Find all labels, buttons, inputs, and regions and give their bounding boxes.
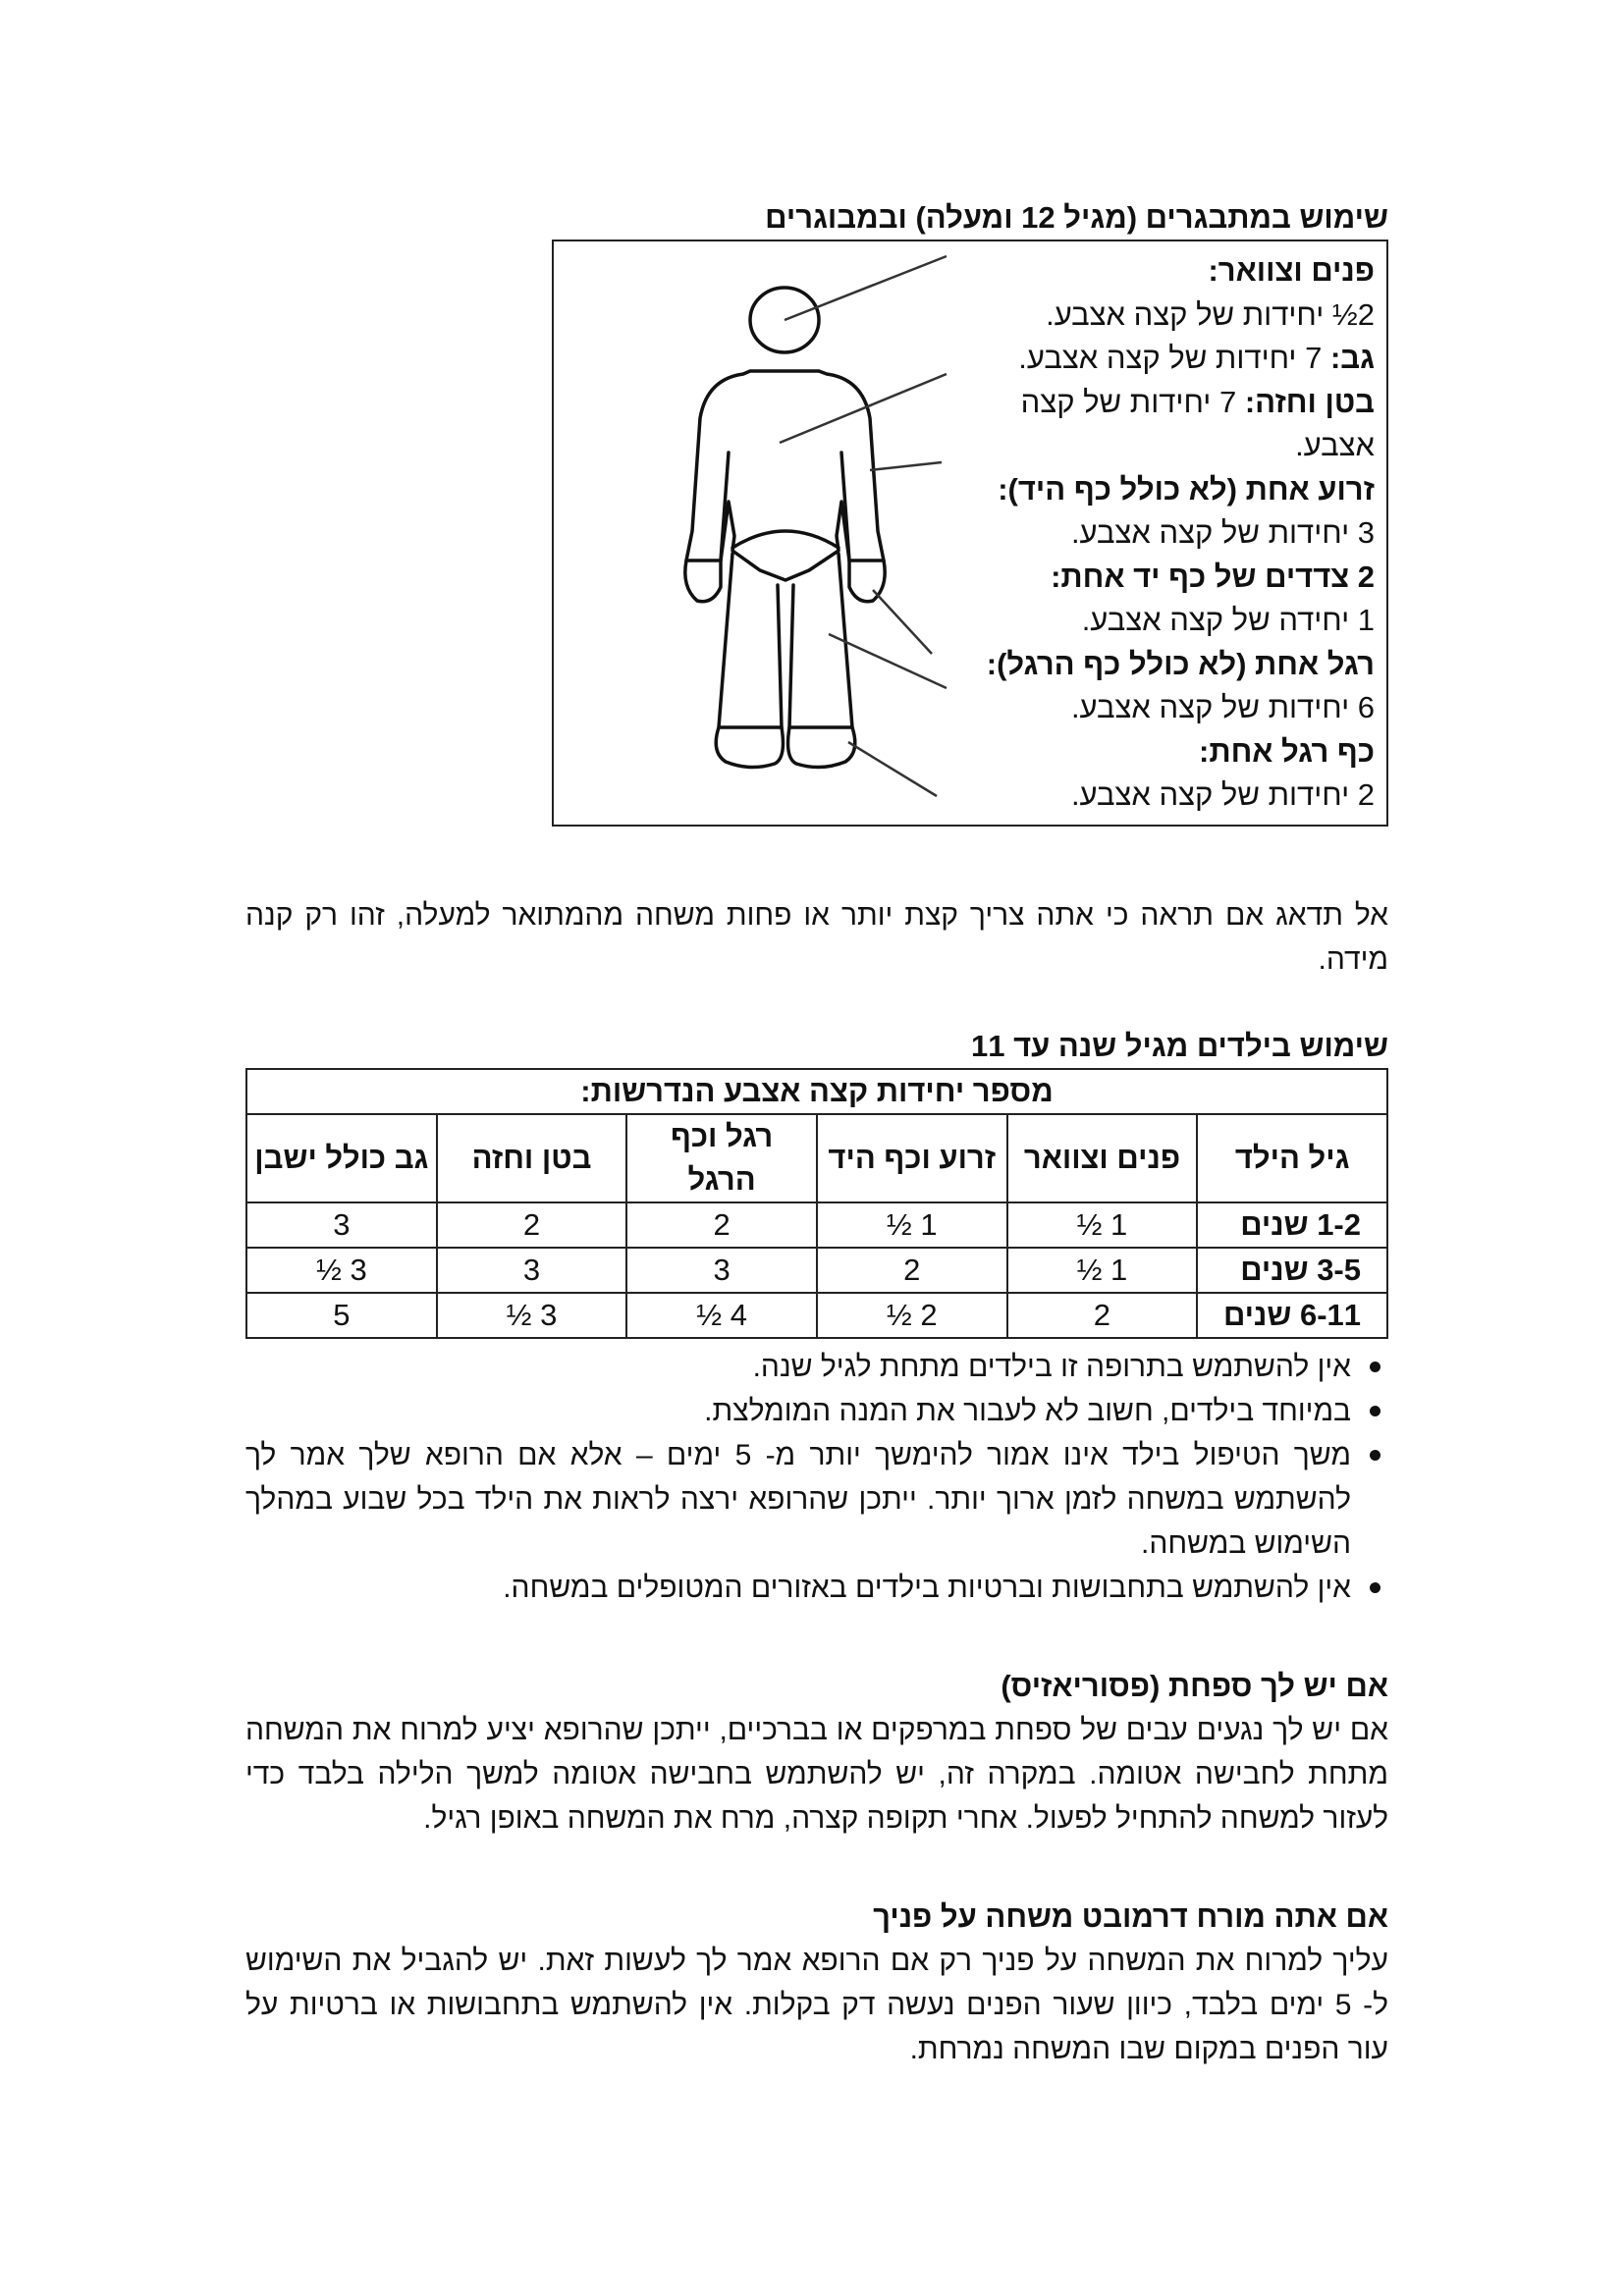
table-row bbox=[246, 1069, 1387, 1114]
column-header: בטן וחזה bbox=[437, 1114, 627, 1202]
row-age: 6-11 שנים bbox=[1197, 1293, 1387, 1338]
table-span-header: מספר יחידות קצה אצבע הנדרשות: bbox=[246, 1069, 1387, 1114]
adults-item-chest: בטן וחזה: 7 יחידות של קצה אצבע. bbox=[1020, 384, 1375, 462]
table-row bbox=[246, 1202, 1387, 1248]
column-header: גב כולל ישבן bbox=[246, 1114, 437, 1202]
spacer bbox=[245, 1610, 1388, 1665]
bullet-icon bbox=[1370, 1450, 1380, 1461]
psoriasis-title: אם יש לך ספחת (פסוריאזיס) bbox=[1001, 1669, 1388, 1703]
measure-note: אל תדאג אם תראה כי אתה צריך קצת יותר או פחות משחה מהמתואר למעלה, זהו רק קנה מידה. bbox=[245, 899, 1388, 976]
table-cell: 5 bbox=[246, 1293, 437, 1338]
children-title: שימוש בילדים מגיל שנה עד 11 bbox=[970, 1029, 1388, 1063]
adults-item-back: גב: 7 יחידות של קצה אצבע. bbox=[1018, 341, 1375, 375]
children-dosage-table bbox=[245, 1068, 1388, 1339]
psoriasis-text: אם יש לך נגעים עבים של ספחת במרפקים או בברכיים, ייתכן שהרופא יציע למרוח את המשחה מתחת לחבישה אטומה. במקרה זה, יש להשתמש בחבישה אטומה למשך הלילה בלבד כדי לעזור למשחה להתחיל לפעול. אחרי תקופה קצרה, מרח את המשחה באופן רגיל. bbox=[245, 1714, 1388, 1835]
adults-item-leg-value: 6 יחידות של קצה אצבע. bbox=[1070, 690, 1375, 724]
table-row bbox=[246, 1114, 1387, 1202]
list-item: אין להשתמש בתחבושות וברטיות בילדים באזורים המטופלים במשחה. bbox=[245, 1566, 1388, 1610]
row-age: 3-5 שנים bbox=[1197, 1248, 1387, 1293]
column-header: זרוע וכף היד bbox=[817, 1114, 1007, 1202]
adults-item-foot-value: 2 יחידות של קצה אצבע. bbox=[1070, 777, 1375, 812]
adults-dosage-list bbox=[982, 249, 1375, 818]
adults-item-face: פנים וצוואר: bbox=[1208, 253, 1375, 288]
adults-box-wrap bbox=[245, 240, 1388, 827]
adults-item-hand: 2 צדדים של כף יד אחת: bbox=[1051, 559, 1375, 594]
adults-item-arm-value: 3 יחידות של קצה אצבע. bbox=[1070, 515, 1375, 550]
adults-item-face-value: 2½ יחידות של קצה אצבע. bbox=[1046, 296, 1375, 332]
list-item: במיוחד בילדים, חשוב לא לעבור את המנה המומלצת. bbox=[245, 1389, 1388, 1433]
table-row bbox=[246, 1293, 1387, 1338]
children-bullet-list bbox=[245, 1345, 1388, 1610]
adults-title: שימוש במתבגרים (מגיל 12 ומעלה) ובמבוגרים bbox=[765, 200, 1388, 235]
bullet-icon bbox=[1370, 1362, 1380, 1372]
bullet-icon bbox=[1370, 1582, 1380, 1593]
table-cell: 1 ½ bbox=[1007, 1202, 1198, 1248]
spacer bbox=[245, 982, 1388, 1025]
table-cell: 2 bbox=[437, 1202, 627, 1248]
table-cell: 3 bbox=[246, 1202, 437, 1248]
face-text: עליך למרוח את המשחה על פניך רק אם הרופא אמר לך לעשות זאת. יש להגביל את השימוש ל- 5 ימים בלבד, כיוון שעור הפנים נעשה דק בקלות. אין להשתמש בתחבושות או ברטיות על עור הפנים במקום שבו המשחה נמרחת. bbox=[245, 1945, 1388, 2065]
face-title: אם אתה מורח דרמובט משחה על פניך bbox=[873, 1899, 1388, 1934]
table-cell: 1 ½ bbox=[817, 1202, 1007, 1248]
adults-item-arm: זרוע אחת (לא כולל כף היד): bbox=[998, 471, 1375, 507]
list-item: משך הטיפול בילד אינו אמור להימשך יותר מ- 5 ימים – אלא אם הרופא שלך אמר לך להשתמש במשחה לזמן ארוך יותר. ייתכן שהרופא ירצה לראות את הילד בכל שבוע במהלך השימוש במשחה. bbox=[245, 1433, 1388, 1566]
table-cell: 1 ½ bbox=[1007, 1248, 1198, 1293]
table-row bbox=[246, 1248, 1387, 1293]
table-cell: 4 ½ bbox=[626, 1293, 817, 1338]
table-cell: 2 bbox=[626, 1202, 817, 1248]
list-item: אין להשתמש בתרופה זו בילדים מתחת לגיל שנה. bbox=[245, 1345, 1388, 1389]
column-header-age: גיל הילד bbox=[1197, 1114, 1387, 1202]
adults-item-foot: כף רגל אחת: bbox=[1199, 733, 1375, 769]
page-content bbox=[245, 196, 1388, 2071]
table-cell: 2 bbox=[817, 1248, 1007, 1293]
bullet-icon bbox=[1370, 1406, 1380, 1416]
column-header: פנים וצוואר bbox=[1007, 1114, 1198, 1202]
adults-item-hand-value: 1 יחידה של קצה אצבע. bbox=[1081, 603, 1375, 637]
table-cell: 3 ½ bbox=[437, 1293, 627, 1338]
table-cell: 2 ½ bbox=[817, 1293, 1007, 1338]
table-cell: 3 ½ bbox=[246, 1248, 437, 1293]
table-cell: 2 bbox=[1007, 1293, 1198, 1338]
adults-dosage-box bbox=[552, 240, 1388, 827]
spacer bbox=[245, 827, 1388, 893]
table-cell: 3 bbox=[437, 1248, 627, 1293]
column-header: רגל וכף הרגל bbox=[626, 1114, 817, 1202]
spacer bbox=[245, 1841, 1388, 1896]
adults-item-leg: רגל אחת (לא כולל כף הרגל): bbox=[986, 646, 1375, 681]
table-cell: 3 bbox=[626, 1248, 817, 1293]
row-age: 1-2 שנים bbox=[1197, 1202, 1387, 1248]
